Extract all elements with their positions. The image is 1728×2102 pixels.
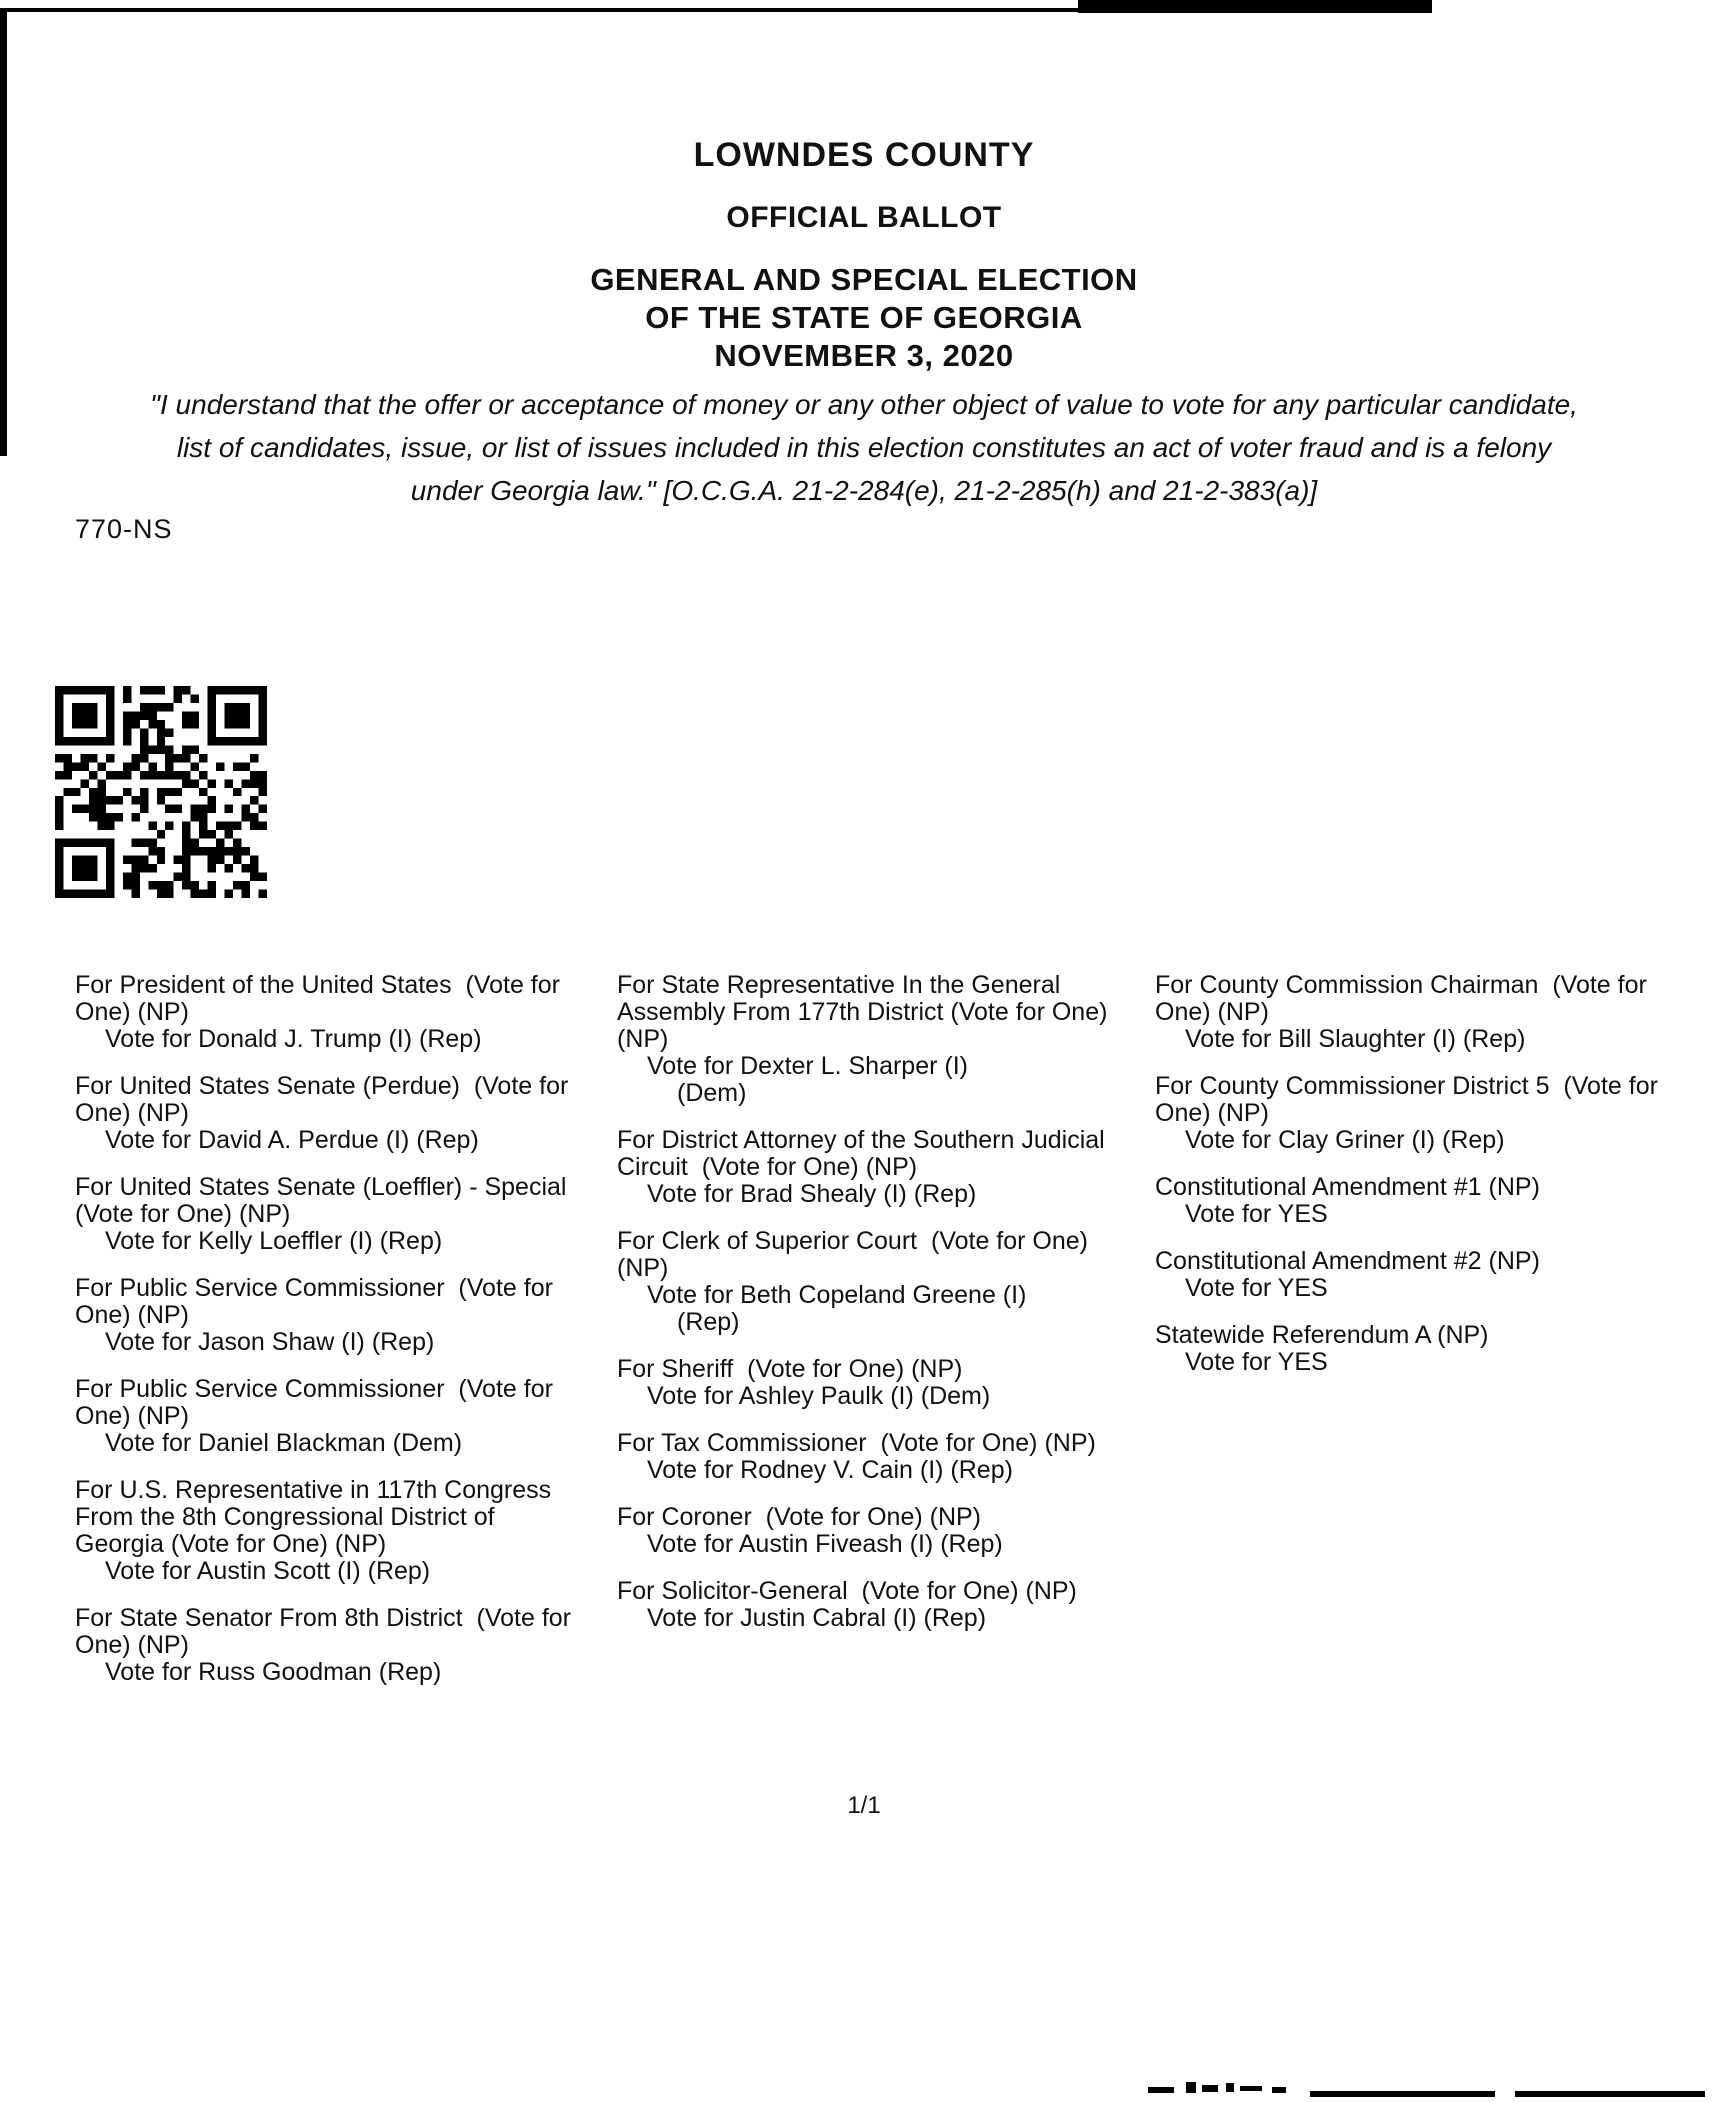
vote-for-line: Vote for Dexter L. Sharper (I) — [647, 1052, 968, 1080]
contest-title: For Clerk of Superior Court (Vote for One) (NP) — [617, 1227, 1095, 1282]
contest — [617, 1127, 1125, 1208]
contest-title: For State Representative In the General Assembly From 177th District (Vote for One) (NP) — [617, 971, 1115, 1053]
vote-for-line: Vote for Austin Scott (I) (Rep) — [105, 1557, 431, 1585]
contest-title: For United States Senate (Perdue) (Vote for One) (NP) — [75, 1072, 576, 1127]
contest — [1155, 1174, 1703, 1228]
vote-for-line: Vote for Jason Shaw (I) (Rep) — [105, 1328, 435, 1356]
contest — [75, 1174, 587, 1255]
scan-artifact-top-line — [0, 8, 1078, 12]
contest-title: For U.S. Representative in 117th Congress From the 8th Congressional District of Georgia (Vote for One) (NP) — [75, 1476, 559, 1558]
header — [0, 136, 1728, 375]
contest — [75, 1605, 587, 1686]
contest-column-2 — [617, 972, 1125, 1706]
scan-artifact-top-bar — [1078, 0, 1432, 13]
contest — [75, 972, 587, 1053]
disclaimer-line: under Georgia law." [O.C.G.A. 21-2-284(e), 21-2-285(h) and 21-2-383(a)] — [410, 475, 1318, 506]
vote-for-line: Vote for Russ Goodman (Rep) — [105, 1658, 442, 1686]
contest — [75, 1073, 587, 1154]
contest — [617, 1430, 1125, 1484]
scan-artifact-bottom-mark — [1148, 2087, 1174, 2093]
vote-for-line: (Dem) — [677, 1079, 747, 1107]
voter-fraud-disclaimer — [0, 383, 1728, 512]
disclaimer-line: list of candidates, issue, or list of issues included in this election constitutes an act of voter fraud and is a felony — [176, 432, 1552, 463]
vote-for-line: Vote for Bill Slaughter (I) (Rep) — [1185, 1025, 1526, 1053]
vote-for-line: Vote for Beth Copeland Greene (I) — [647, 1281, 1027, 1309]
contest-title: Constitutional Amendment #2 (NP) — [1155, 1247, 1540, 1275]
scan-artifact-bottom-mark — [1240, 2086, 1262, 2091]
disclaimer-line: "I understand that the offer or acceptance of money or any other object of value to vote for any particular candidate, — [150, 389, 1578, 420]
contest-title: For Sheriff (Vote for One) (NP) — [617, 1355, 963, 1383]
contest-title: Constitutional Amendment #1 (NP) — [1155, 1173, 1540, 1201]
contest-title: Statewide Referendum A (NP) — [1155, 1321, 1489, 1349]
contest — [1155, 1322, 1703, 1376]
contest-title: For Tax Commissioner (Vote for One) (NP) — [617, 1429, 1096, 1457]
contest — [75, 1376, 587, 1457]
vote-for-line: Vote for Donald J. Trump (I) (Rep) — [105, 1025, 482, 1053]
contest-columns — [75, 972, 1703, 1706]
contest-title: For Public Service Commissioner (Vote for One) (NP) — [75, 1274, 560, 1329]
vote-for-line: Vote for YES — [1185, 1200, 1328, 1228]
contest-title: For State Senator From 8th District (Vote for One) (NP) — [75, 1604, 578, 1659]
qr-code-icon — [55, 683, 267, 901]
vote-for-line: (Rep) — [677, 1308, 740, 1336]
ballot-style-code: 770-NS — [75, 514, 173, 544]
contest — [75, 1275, 587, 1356]
vote-for-line: Vote for Brad Shealy (I) (Rep) — [647, 1180, 977, 1208]
election-title-line: OF THE STATE OF GEORGIA — [645, 300, 1083, 335]
official-ballot-title: OFFICIAL BALLOT — [726, 201, 1002, 234]
contest — [1155, 972, 1703, 1053]
contest — [617, 972, 1125, 1107]
contest-title: For County Commission Chairman (Vote for One) (NP) — [1155, 971, 1654, 1026]
scan-artifact-bottom-mark — [1226, 2083, 1234, 2092]
page-number: 1/1 — [847, 1792, 881, 1819]
election-title-line: GENERAL AND SPECIAL ELECTION — [590, 262, 1138, 297]
contest — [75, 1477, 587, 1585]
scan-artifact-bottom-dash — [1515, 2091, 1705, 2097]
contest-title: For Coroner (Vote for One) (NP) — [617, 1503, 982, 1531]
vote-for-line: Vote for YES — [1185, 1348, 1328, 1376]
vote-for-line: Vote for Clay Griner (I) (Rep) — [1185, 1126, 1505, 1154]
scan-artifact-bottom-mark — [1202, 2085, 1218, 2092]
vote-for-line: Vote for Rodney V. Cain (I) (Rep) — [647, 1456, 1013, 1484]
contest — [1155, 1248, 1703, 1302]
contest — [617, 1578, 1125, 1632]
vote-for-line: Vote for Justin Cabral (I) (Rep) — [647, 1604, 987, 1632]
contest — [617, 1504, 1125, 1558]
contest-column-1 — [75, 972, 587, 1706]
scan-artifact-bottom-mark — [1186, 2082, 1196, 2093]
election-title — [0, 261, 1728, 375]
vote-for-line: Vote for Austin Fiveash (I) (Rep) — [647, 1530, 1003, 1558]
contest-column-3 — [1155, 972, 1703, 1706]
contest-title: For Solicitor-General (Vote for One) (NP) — [617, 1577, 1077, 1605]
vote-for-line: Vote for David A. Perdue (I) (Rep) — [105, 1126, 479, 1154]
contest — [617, 1356, 1125, 1410]
scan-artifact-bottom-mark — [1272, 2087, 1286, 2093]
contest-title: For District Attorney of the Southern Judicial Circuit (Vote for One) (NP) — [617, 1126, 1112, 1181]
contest — [1155, 1073, 1703, 1154]
vote-for-line: Vote for YES — [1185, 1274, 1328, 1302]
contest-title: For United States Senate (Loeffler) - Special (Vote for One) (NP) — [75, 1173, 581, 1228]
scan-artifact-bottom-dash — [1310, 2091, 1495, 2097]
election-title-line: NOVEMBER 3, 2020 — [714, 338, 1014, 373]
contest-title: For Public Service Commissioner (Vote for One) (NP) — [75, 1375, 560, 1430]
contest-title: For County Commissioner District 5 (Vote for One) (NP) — [1155, 1072, 1665, 1127]
vote-for-line: Vote for Daniel Blackman (Dem) — [105, 1429, 463, 1457]
vote-for-line: Vote for Ashley Paulk (I) (Dem) — [647, 1382, 991, 1410]
contest — [617, 1228, 1125, 1336]
vote-for-line: Vote for Kelly Loeffler (I) (Rep) — [105, 1227, 443, 1255]
contest-title: For President of the United States (Vote for One) (NP) — [75, 971, 567, 1026]
county-title: LOWNDES COUNTY — [693, 136, 1035, 174]
